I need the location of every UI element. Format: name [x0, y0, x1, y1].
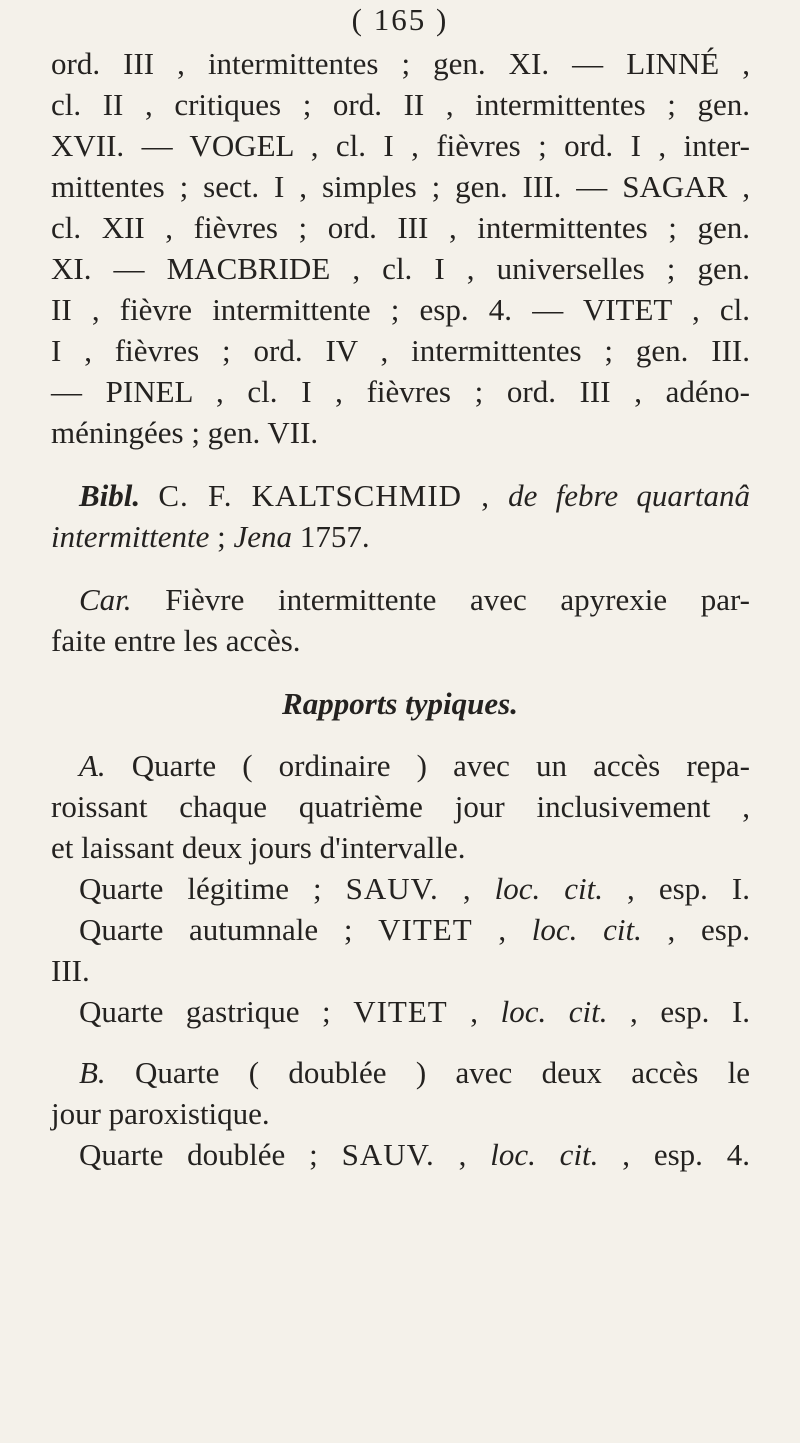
car-text: Fièvre intermittente avec apyrexie par-	[165, 582, 751, 617]
reference-line: III.	[51, 953, 90, 988]
bibl-title: de febre quartanâ	[508, 478, 751, 513]
text-line: XI. — MACBRIDE , cl. I , universelles ; gen.	[51, 251, 750, 286]
ref-author: SAUV.	[345, 871, 439, 906]
ref-author: VITET	[378, 912, 473, 947]
section-b-line: jour paroxistique.	[51, 1096, 270, 1131]
text-line: cl. XII , fièvres ; ord. III , intermittentes ; gen.	[51, 210, 750, 245]
section-b-line: B. Quarte ( doublée ) avec deux accès le	[79, 1055, 750, 1090]
bibliography-line	[51, 476, 750, 516]
bibl-place: Jena	[233, 519, 293, 554]
reference-line: Quarte autumnale ; VITET , loc. cit. , esp.	[79, 912, 751, 947]
text-line: II , fièvre intermittente ; esp. 4. — VITET , cl.	[51, 292, 750, 327]
reference-line: Quarte doublée ; SAUV. , loc. cit. , esp. 4.	[79, 1137, 751, 1172]
text-line: — PINEL , cl. I , fièvres ; ord. III , adéno-	[51, 374, 750, 409]
section-letter: B.	[79, 1055, 106, 1090]
text-line: XVII. — VOGEL , cl. I , fièvres ; ord. I , inter-	[51, 128, 750, 163]
bibl-year: 1757.	[299, 519, 370, 554]
characteristic-line	[51, 580, 750, 620]
text-line: ord. III , intermittentes ; gen. XI. — LINNÉ ,	[51, 46, 750, 81]
bibl-label: Bibl.	[79, 478, 141, 513]
bibl-author: C. F. KALTSCHMID ,	[158, 478, 490, 513]
text-line: I , fièvres ; ord. IV , intermittentes ; gen. III.	[51, 333, 750, 368]
ref-author: SAUV.	[341, 1137, 435, 1172]
bibl-title-cont: intermittente	[51, 519, 210, 554]
reference-line: Quarte légitime ; SAUV. , loc. cit. , esp. I.	[79, 871, 750, 906]
bibl-separator: ;	[217, 519, 226, 554]
section-a-line: et laissant deux jours d'intervalle.	[51, 830, 466, 865]
text-line: mittentes ; sect. I , simples ; gen. III. — SAGAR ,	[51, 169, 750, 204]
car-label: Car.	[79, 582, 132, 617]
text-line: méningées ; gen. VII.	[51, 415, 319, 450]
bibliography-line	[51, 517, 750, 557]
text-line: cl. II , critiques ; ord. II , intermittentes ; gen.	[51, 87, 750, 122]
reference-line: Quarte gastrique ; VITET , loc. cit. , esp. I.	[79, 994, 751, 1029]
ref-loc: loc. cit.	[531, 912, 642, 947]
page-number: ( 165 )	[351, 2, 449, 37]
ref-author: VITET	[353, 994, 448, 1029]
ref-loc: loc. cit.	[500, 994, 608, 1029]
section-letter: A.	[79, 748, 106, 783]
section-a-line: A. Quarte ( ordinaire ) avec un accès repa-	[79, 748, 750, 783]
ref-loc: loc. cit.	[494, 871, 603, 906]
section-heading: Rapports typiques.	[282, 686, 518, 721]
characteristic-line: faite entre les accès.	[51, 623, 301, 658]
ref-loc: loc. cit.	[490, 1137, 599, 1172]
section-a-line: roissant chaque quatrième jour inclusivement ,	[51, 789, 750, 824]
